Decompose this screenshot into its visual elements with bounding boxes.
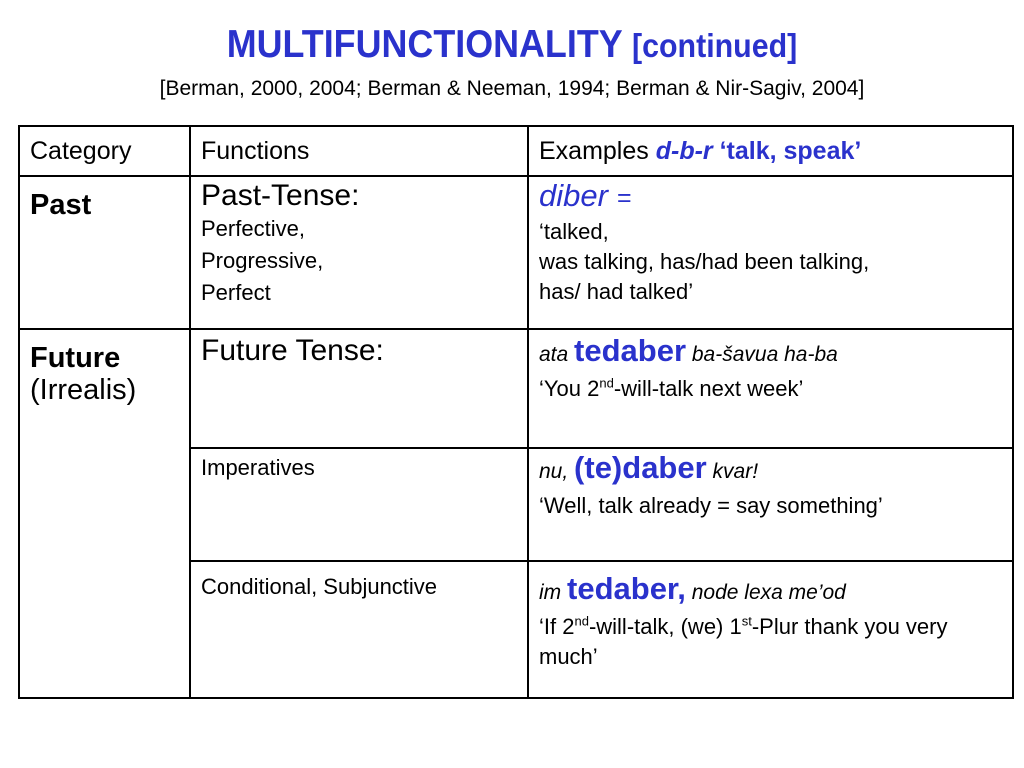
example-imperatives-pre: nu, <box>539 460 569 483</box>
example-past-gloss-3: has/ had talked’ <box>539 279 694 304</box>
category-future: Future <box>30 342 121 374</box>
function-future-tense: Future Tense: <box>201 334 384 367</box>
title-main: MULTIFUNCTIONALITY <box>226 23 623 66</box>
example-cell-imperatives <box>528 448 1013 561</box>
example-imperatives-head <box>539 450 1002 487</box>
function-past-item: Progressive, <box>201 248 324 273</box>
example-future-word: tedaber <box>574 333 687 368</box>
example-past-eq: = <box>616 184 632 212</box>
gloss-part: ‘If 2 <box>539 614 575 639</box>
category-past: Past <box>30 189 92 221</box>
gloss-sup: nd <box>574 613 589 629</box>
example-cell-conditional <box>528 561 1013 698</box>
gloss-sup: st <box>741 613 752 629</box>
category-cell-future <box>19 329 190 698</box>
gloss-sup: nd <box>599 375 614 391</box>
table-header-row <box>19 126 1013 176</box>
example-cell-future-tense <box>528 329 1013 448</box>
example-cell-past <box>528 176 1013 329</box>
function-past-main: Past-Tense: <box>201 179 360 212</box>
functions-table <box>18 125 1014 699</box>
citation: [Berman, 2000, 2004; Berman & Neeman, 1994; Berman & Nir-Sagiv, 2004] <box>159 77 865 100</box>
function-past-item: Perfective, <box>201 216 305 241</box>
function-past-item: Perfect <box>201 280 271 305</box>
category-cell-past <box>19 176 190 329</box>
example-conditional-word: tedaber, <box>567 571 686 606</box>
example-past-gloss-2: was talking, has/had been talking, <box>539 249 870 274</box>
slide-title <box>41 22 983 69</box>
function-imperatives: Imperatives <box>201 455 315 480</box>
header-examples-prefix: Examples <box>539 137 649 165</box>
header-examples <box>528 126 1013 176</box>
example-future-gloss <box>539 374 1002 404</box>
example-future-pre: ata <box>539 343 569 366</box>
table-row-future-tense <box>19 329 1013 448</box>
header-category: Category <box>19 126 190 176</box>
function-cell-conditional <box>190 561 528 698</box>
example-imperatives-word: (te)daber <box>574 450 707 485</box>
example-past-word: diber <box>539 178 608 213</box>
function-conditional: Conditional, Subjunctive <box>201 574 438 599</box>
category-future-note: (Irrealis) <box>30 374 137 406</box>
example-past-gloss-1: ‘talked, <box>539 219 609 244</box>
example-past-head <box>539 178 1002 213</box>
function-cell-imperatives <box>190 448 528 561</box>
function-cell-past <box>190 176 528 329</box>
example-conditional-post: node lexa me’od <box>691 581 846 604</box>
example-conditional-gloss <box>539 612 1002 672</box>
title-sub: [continued] <box>632 27 798 64</box>
example-future-post: ba-šavua ha-ba <box>691 343 838 366</box>
example-conditional-head <box>539 571 1002 608</box>
gloss-part: -will-talk next week’ <box>613 376 804 401</box>
example-imperatives-post: kvar! <box>712 460 759 483</box>
header-functions: Functions <box>190 126 528 176</box>
function-cell-future-tense <box>190 329 528 448</box>
example-imperatives-gloss: ‘Well, talk already = say something’ <box>539 493 883 518</box>
header-examples-root: d-b-r <box>655 137 713 165</box>
header-examples-gloss: ‘talk, speak’ <box>719 137 862 165</box>
gloss-part: -Plur thank you very much’ <box>539 614 948 669</box>
gloss-part: ‘You 2 <box>539 376 600 401</box>
example-future-head <box>539 333 1002 370</box>
table-row-past <box>19 176 1013 329</box>
gloss-part: -will-talk, (we) 1 <box>588 614 742 639</box>
example-conditional-pre: im <box>539 581 562 604</box>
